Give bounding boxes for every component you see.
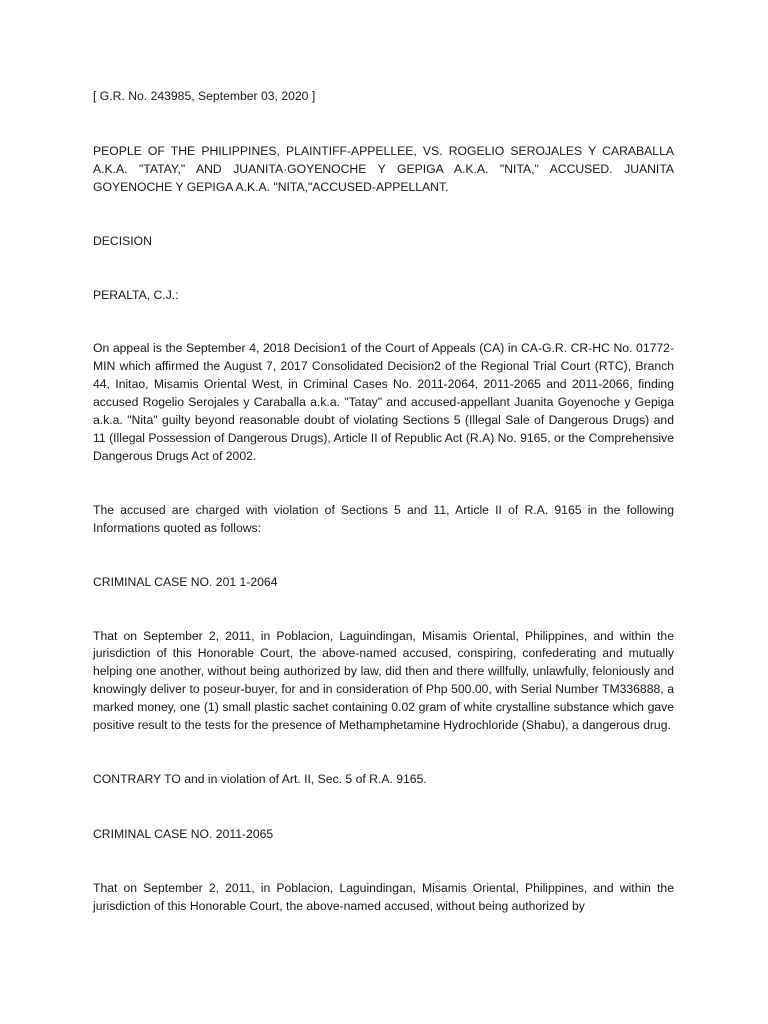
document-page [93, 88, 674, 916]
case-title-2065: CRIMINAL CASE NO. 2011-2065 [93, 826, 274, 841]
paragraph-charged: The accused are charged with violation of Sections 5 and 11, Article II of R.A. 9165 in the following Informations quoted as follows: [93, 502, 674, 535]
decision-heading: DECISION [93, 233, 152, 248]
case-parties: PEOPLE OF THE PHILIPPINES, PLAINTIFF-APPELLEE, VS. ROGELIO SEROJALES Y CARABALLA A.K.A. "TATAY," AND JUANITA·GOYENOCHE Y GEPIGA A.K.A. "NITA," ACCUSED. JUANITA GOYENOCHE Y GEPIGA A.K.A. "NITA,"ACCUSED-APPELLANT. [93, 143, 674, 194]
case-citation: [ G.R. No. 243985, September 03, 2020 ] [93, 89, 316, 103]
contrary-clause: CONTRARY TO and in violation of Art. II, Sec. 5 of R.A. 9165. [93, 771, 427, 786]
ponente: PERALTA, C.J.: [93, 287, 179, 302]
case-text-2065: That on September 2, 2011, in Poblacion, Laguindingan, Misamis Oriental, Philippines, and within the jurisdiction of this Honorable Court, the above-named accused, without being authorized by [93, 880, 674, 913]
case-title-2064: CRIMINAL CASE NO. 201 1-2064 [93, 574, 278, 589]
paragraph-appeal: On appeal is the September 4, 2018 Decision1 of the Court of Appeals (CA) in CA-G.R. CR-HC No. 01772-MIN which affirmed the August 7, 2017 Consolidated Decision2 of the Regional Trial Court (RTC), Branch 44, Initao, Misamis Oriental West, in Criminal Cases No. 2011-2064, 2011-2065 and 2011-2066, finding accused Rogelio Serojales y Caraballa a.k.a. "Tatay" and accused-appellant Juanita Goyenoche y Gepiga a.k.a. "Nita" guilty beyond reasonable doubt of violating Sections 5 (Illegal Sale of Dangerous Drugs) and 11 (Illegal Possession of Dangerous Drugs), Article II of Republic Act (R.A) No. 9165, or the Comprehensive Dangerous Drugs Act of 2002. [93, 341, 674, 463]
case-text-2064: That on September 2, 2011, in Poblacion, Laguindingan, Misamis Oriental, Philippines, and within the jurisdiction of this Honorable Court, the above-named accused, conspiring, confederating and mutually helping one another, without being authorized by law, did then and there willfully, unlawfully, feloniously and knowingly deliver to poseur-buyer, for and in consideration of Php 500.00, with Serial Number TM336888, a marked money, one (1) small plastic sachet containing 0.02 gram of white crystalline substance which gave positive result to the tests for the presence of Methamphetamine Hydrochloride (Shabu), a dangerous drug. [93, 628, 674, 733]
